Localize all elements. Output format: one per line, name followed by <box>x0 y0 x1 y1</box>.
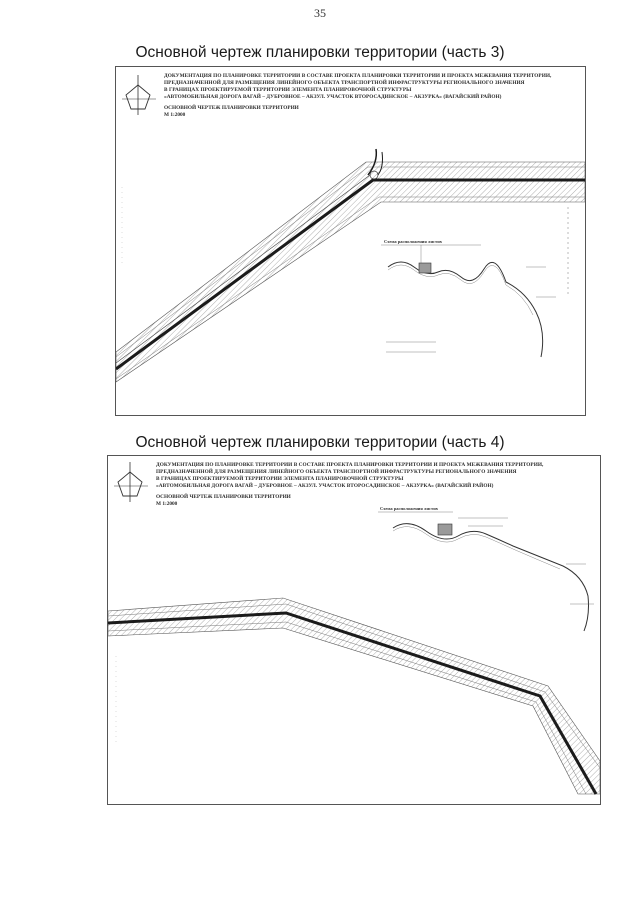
header-line: «АВТОМОБИЛЬНАЯ ДОРОГА ВАГАЙ – ДУБРОВНОЕ – АКЗУЛ. УЧАСТОК ВТОРОСАДИНСКОЕ – АКЗУРКА» (ВАГАЙСКИЙ РАЙОН) <box>156 483 494 489</box>
document-header <box>156 462 543 490</box>
scheme-label: Схема расположения листов <box>380 506 438 511</box>
drawing-subtitle <box>164 105 299 119</box>
drawing-sheet-part-3 <box>115 66 586 416</box>
header-line: В ГРАНИЦАХ ПРОЕКТИРУЕМОЙ ТЕРРИТОРИИ ЭЛЕМЕНТА ПЛАНИРОВОЧНОЙ СТРУКТУРЫ <box>156 476 404 482</box>
scheme-label: Схема расположения листов <box>384 239 442 244</box>
subtitle-line: ОСНОВНОЙ ЧЕРТЕЖ ПЛАНИРОВКИ ТЕРРИТОРИИ <box>164 105 299 111</box>
page-number: 35 <box>314 6 326 20</box>
drawing-part-3 <box>116 67 585 415</box>
drawing-part-4 <box>108 456 600 804</box>
subtitle-line: ОСНОВНОЙ ЧЕРТЕЖ ПЛАНИРОВКИ ТЕРРИТОРИИ <box>156 494 291 500</box>
header-line: ПРЕДНАЗНАЧЕННОЙ ДЛЯ РАЗМЕЩЕНИЯ ЛИНЕЙНОГО ОБЪЕКТА ТРАНСПОРТНОЙ ИНФРАСТРУКТУРЫ РЕГИОНАЛЬНОГО ЗНАЧЕНИЯ <box>156 469 517 475</box>
location-scheme <box>381 245 556 357</box>
header-line: ПРЕДНАЗНАЧЕННОЙ ДЛЯ РАЗМЕЩЕНИЯ ЛИНЕЙНОГО ОБЪЕКТА ТРАНСПОРТНОЙ ИНФРАСТРУКТУРЫ РЕГИОНАЛЬНОГО ЗНАЧЕНИЯ <box>164 80 525 86</box>
location-scheme <box>378 512 594 631</box>
drawing-sheet-part-4 <box>107 455 601 805</box>
header-line: «АВТОМОБИЛЬНАЯ ДОРОГА ВАГАЙ – ДУБРОВНОЕ – АКЗУЛ. УЧАСТОК ВТОРОСАДИНСКОЕ – АКЗУРКА» (ВАГАЙСКИЙ РАЙОН) <box>164 94 502 100</box>
drawing-subtitle <box>156 494 291 508</box>
compass-icon <box>122 75 156 115</box>
section-title-part-3: Основной чертеж планировки территории (часть 3) <box>135 44 505 61</box>
header-line: В ГРАНИЦАХ ПРОЕКТИРУЕМОЙ ТЕРРИТОРИИ ЭЛЕМЕНТА ПЛАНИРОВОЧНОЙ СТРУКТУРЫ <box>164 87 412 93</box>
scale-label: М 1:2000 <box>164 112 186 118</box>
compass-icon <box>114 462 148 502</box>
header-line: ДОКУМЕНТАЦИЯ ПО ПЛАНИРОВКЕ ТЕРРИТОРИИ В СОСТАВЕ ПРОЕКТА ПЛАНИРОВКИ ТЕРРИТОРИИ И ПРОЕКТА МЕЖЕВАНИЯ ТЕРРИТОРИИ, <box>156 462 544 468</box>
document-header <box>164 73 551 101</box>
header-line: ДОКУМЕНТАЦИЯ ПО ПЛАНИРОВКЕ ТЕРРИТОРИИ В СОСТАВЕ ПРОЕКТА ПЛАНИРОВКИ ТЕРРИТОРИИ И ПРОЕКТА МЕЖЕВАНИЯ ТЕРРИТОРИИ, <box>164 73 552 79</box>
scale-label: М 1:2000 <box>156 501 178 507</box>
section-title-part-4: Основной чертеж планировки территории (часть 4) <box>135 434 505 451</box>
